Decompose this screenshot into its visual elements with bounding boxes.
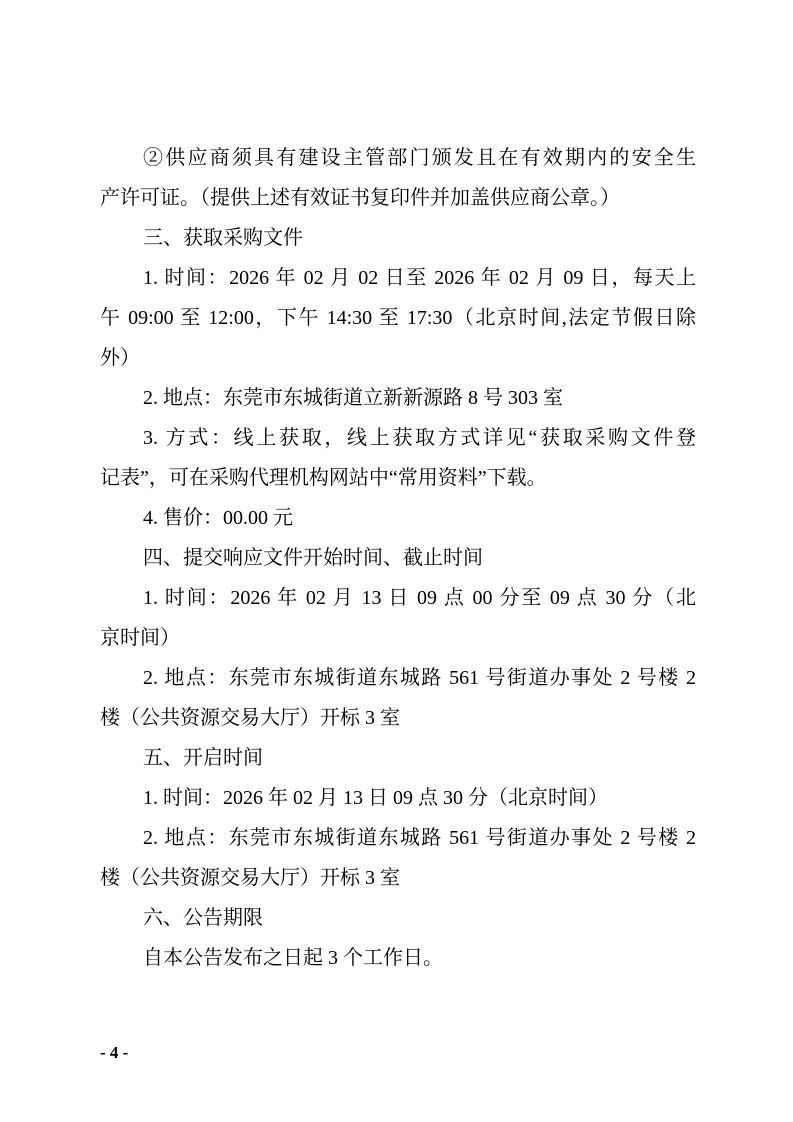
text-line: 产许可证。（提供上述有效证书复印件并加盖供应商公章。）	[100, 187, 620, 209]
section-heading: 六、公告期限	[143, 907, 263, 929]
text-line: 午 09:00 至 12:00，下午 14:30 至 17:30（北京时间,法定节假日除	[100, 307, 696, 329]
section-heading: 五、开启时间	[143, 747, 263, 769]
text-line: 记表”，可在采购代理机构网站中“常用资料”下载。	[100, 467, 547, 489]
text-line: 2. 地点：东莞市东城街道东城路 561 号街道办事处 2 号楼 2	[143, 667, 696, 689]
text-line: ②供应商须具有建设主管部门颁发且在有效期内的安全生	[143, 147, 696, 169]
text-line: 4. 售价：00.00 元	[143, 507, 293, 529]
document-body	[100, 138, 696, 978]
page-number: - 4 -	[100, 1043, 129, 1062]
section-heading: 三、获取采购文件	[143, 227, 303, 249]
text-line: 1. 时间：2026 年 02 月 02 日至 2026 年 02 月 09 日，每天上	[143, 267, 696, 289]
text-line: 2. 地点：东莞市东城街道东城路 561 号街道办事处 2 号楼 2	[143, 827, 696, 849]
text-line: 3. 方式：线上获取，线上获取方式详见“获取采购文件登	[143, 427, 696, 449]
text-line: 外）	[100, 347, 140, 369]
text-line: 1. 时间：2026 年 02 月 13 日 09 点 00 分至 09 点 30 分（北	[143, 587, 696, 609]
text-line: 自本公告发布之日起 3 个工作日。	[143, 947, 443, 969]
section-heading: 四、提交响应文件开始时间、截止时间	[143, 547, 483, 569]
text-line: 楼（公共资源交易大厅）开标 3 室	[100, 707, 400, 729]
text-line: 京时间）	[100, 627, 180, 649]
text-line: 1. 时间：2026 年 02 月 13 日 09 点 30 分（北京时间）	[143, 787, 608, 809]
text-line: 2. 地点：东莞市东城街道立新新源路 8 号 303 室	[143, 387, 563, 409]
text-line: 楼（公共资源交易大厅）开标 3 室	[100, 867, 400, 889]
